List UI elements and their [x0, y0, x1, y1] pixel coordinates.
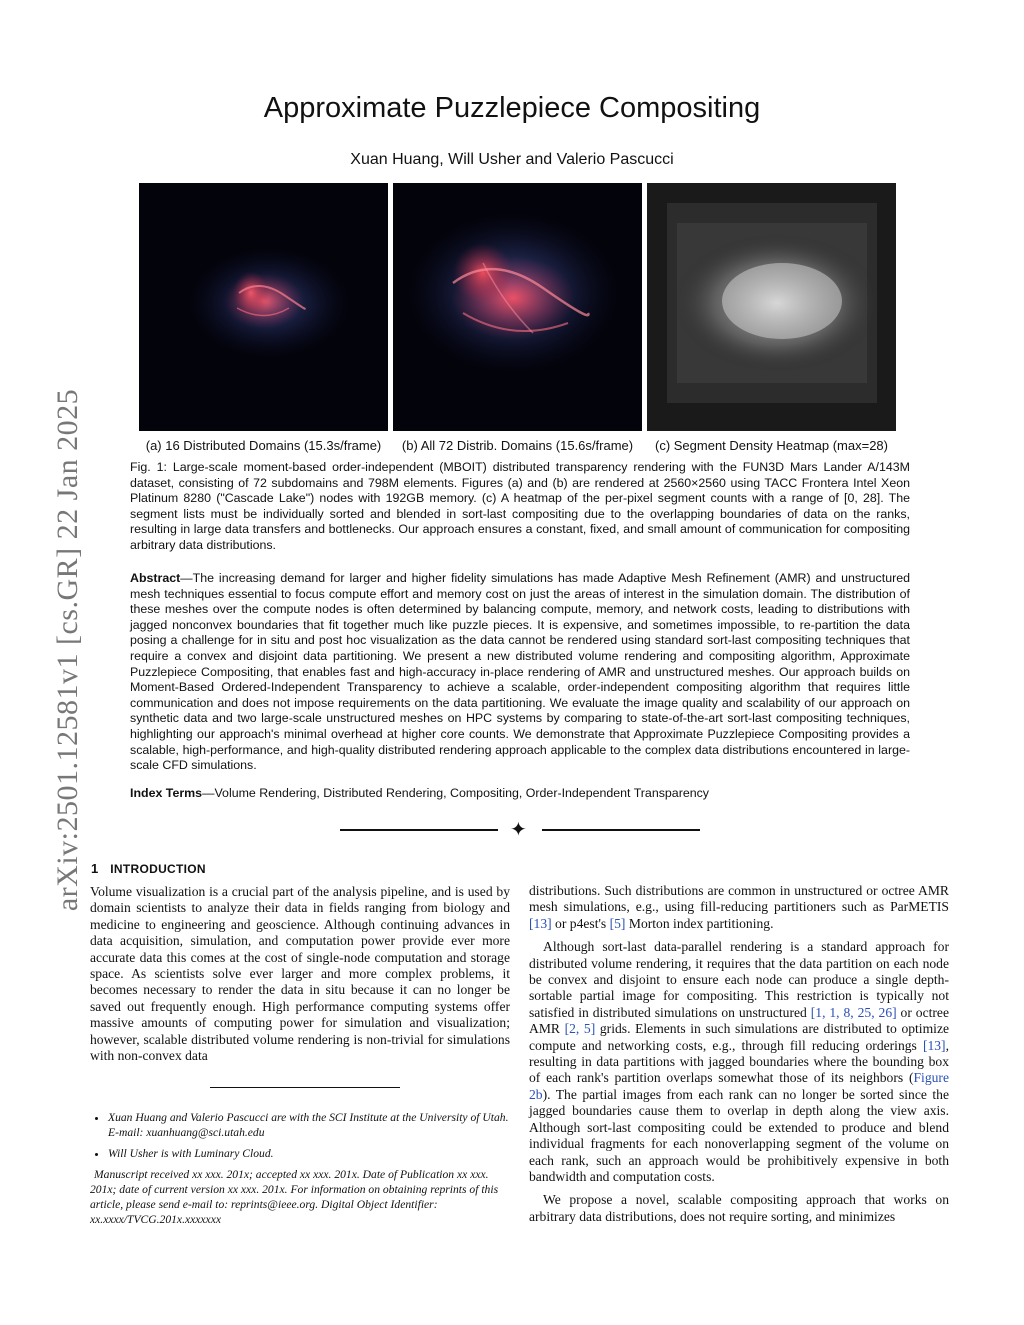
right-column [529, 883, 949, 1225]
figure-caption: Fig. 1: Large-scale moment-based order-independent (MBOIT) distributed transparency rendering with the FUN3D Mars Lander A/143M dataset, consisting of 72 subdomains and 798M elements. Figures (a) and (b) are rendered at 2560×2560 using TACC Frontera Intel Xeon Platinum 8280 ("Cascade Lake") nodes with 192GB memory. (c) A heatmap of the per-pixel segment counts with a range of [0, 28]. The segment lists must be individually sorted and blended in sort-last compositing due to the overlapping boundaries of data on the ranks, resulting in large data transfers and bottlenecks. Our approach ensures a constant, fixed, and small amount of communication for compositing arbitrary data distributions. [130, 460, 910, 552]
subcaption-b: (b) All 72 Distrib. Domains (15.6s/frame) [401, 438, 634, 453]
figure-1b-image [393, 183, 642, 431]
left-column [90, 884, 510, 1064]
citation-link[interactable]: [2, 5] [564, 1021, 596, 1037]
index-terms-label: Index Terms [130, 786, 203, 800]
section-heading [91, 861, 206, 876]
index-terms-text: —Volume Rendering, Distributed Rendering, Compositing, Order-Independent Transparency [202, 786, 709, 800]
right-paragraph-1: distributions. Such distributions are common in unstructured or octree AMR mesh simulations, e.g., using fill-reducing partitioners such as ParMETIS [13] or p4est's [5] Morton index partitioning. [529, 883, 949, 931]
citation-link[interactable]: [13] [922, 1037, 946, 1053]
arxiv-stamp: arXiv:2501.12581v1 [cs.GR] 22 Jan 2025 [51, 388, 84, 912]
left-paragraph-1: Volume visualization is a crucial part of the analysis pipeline, and is used by domain scientists to analyze their data in fields ranging from biology and medicine to engineering and geoscience. Although continuing advances in data acquisition, simulation, and computation power provide ever more accurate data this comes at the cost of single-node computation and storage space. As scientists solve ever larger and more complex problems, it becomes necessary to render the data in situ because it can no longer be saved out frequently enough. High performance computing systems offer massive amounts of computing power for simulation and visualization; however, scalable distributed volume rendering is non-trivial for simulations with non-convex data [90, 884, 510, 1064]
figure-1c-heatmap [647, 183, 896, 431]
right-paragraph-3: We propose a novel, scalable compositing approach that works on arbitrary data distributions, does not require sorting, and minimizes [529, 1192, 949, 1224]
subcaption-c: (c) Segment Density Heatmap (max=28) [654, 438, 888, 453]
footnote-affiliation-2: • Will Usher is with Luminary Cloud. [108, 1146, 510, 1161]
footnotes [90, 1110, 510, 1227]
footnote-affiliation-1: • Xuan Huang and Valerio Pascucci are with the SCI Institute at the University of Utah. E-mail: xuanhuang@sci.utah.edu [108, 1110, 510, 1140]
divider-star-icon: ✦ [510, 819, 527, 841]
abstract [130, 571, 910, 774]
figure-1a-image [139, 183, 388, 431]
footnote-rule [210, 1087, 400, 1088]
paper-authors: Xuan Huang, Will Usher and Valerio Pascucci [350, 151, 674, 168]
abstract-text: —The increasing demand for larger and higher fidelity simulations has made Adaptive Mesh Refinement (AMR) and unstructured mesh techniques essential to focus compute effort and memory cost on just the areas of interest in the simulation domain. The distribution of these meshes over the compute nodes is often determined by balancing compute, memory, and network costs, leading to distributions with jagged nonconvex boundaries that fit together much like puzzle pieces. It is expensive, and sometimes impossible, to re-partition the data posing a challenge for in situ and post hoc visualization as the data cannot be rendered using standard sort-last compositing techniques that require a convex and disjoint data partitioning. We present a new distributed volume rendering and compositing algorithm, Approximate Puzzlepiece Compositing, that enables fast and high-accuracy in-place rendering of AMR and unstructured meshes. Our approach builds on Moment-Based Ordered-Independent Transparency to achieve a scalable, order-independent compositing algorithm that requires little communication and does not impose requirements on the data partitioning. We evaluate the image quality and scalability of our approach on synthetic data and two large-scale unstructured meshes on HPC systems by comparing to state-of-the-art sort-last compositing techniques, highlighting our approach's minimal overhead at higher core counts. We demonstrate that Approximate Puzzlepiece Compositing provides a scalable, high-performance, and high-quality distributed rendering approach applicable to the complex data distributions encountered in large-scale CFD simulations. [130, 571, 910, 773]
figure-reference-link[interactable]: Figure 2b [529, 1070, 949, 1102]
citation-link[interactable]: [13] [529, 915, 552, 931]
subcaption-a: (a) 16 Distributed Domains (15.3s/frame) [145, 438, 382, 453]
section-title: INTRODUCTION [110, 862, 206, 876]
section-divider [340, 820, 700, 840]
citation-link[interactable]: [1, 1, 8, 25, 26] [810, 1004, 897, 1020]
index-terms [130, 786, 910, 800]
section-number: 1 [91, 861, 99, 876]
right-paragraph-2: Although sort-last data-parallel rendering is a standard approach for distributed volume rendering, it requires that the data partition on each node be convex and disjoint to ensure each node can produce a single depth-sortable partial image for compositing. This restriction is typically not satisfied in distributed simulations on unstructured [1, 1, 8, 25, 26] or octree AMR [2, 5] grids. Elements in such simulations are distributed to optimize compute and networking costs, e.g., through fill reducing orderings [13], resulting in data partitions with jagged boundaries where the bounding box of each rank's partition overlaps somewhat those of its neighbors (Figure 2b). The partial images from each rank can no longer be sorted since the jagged boundaries cause them to overlap in depth along the view axis. Although sort-last compositing could be extended to produce and blend individual fragments for each nonoverlapping segment of the volume on each rank, such an approach would be prohibitively expensive in both bandwidth and computation costs. [529, 939, 950, 1184]
paper-title: Approximate Puzzlepiece Compositing [263, 92, 761, 124]
manuscript-note: Manuscript received xx xxx. 201x; accepted xx xxx. 201x. Date of Publication xx xxx. 201x; date of current version xx xxx. 201x. For information on obtaining reprints of this article, please send e-mail to: reprints@ieee.org. Digital Object Identifier: xx.xxxx/TVCG.201x.xxxxxxx [90, 1168, 499, 1226]
citation-link[interactable]: [5] [609, 915, 626, 931]
abstract-label: Abstract [130, 571, 181, 585]
